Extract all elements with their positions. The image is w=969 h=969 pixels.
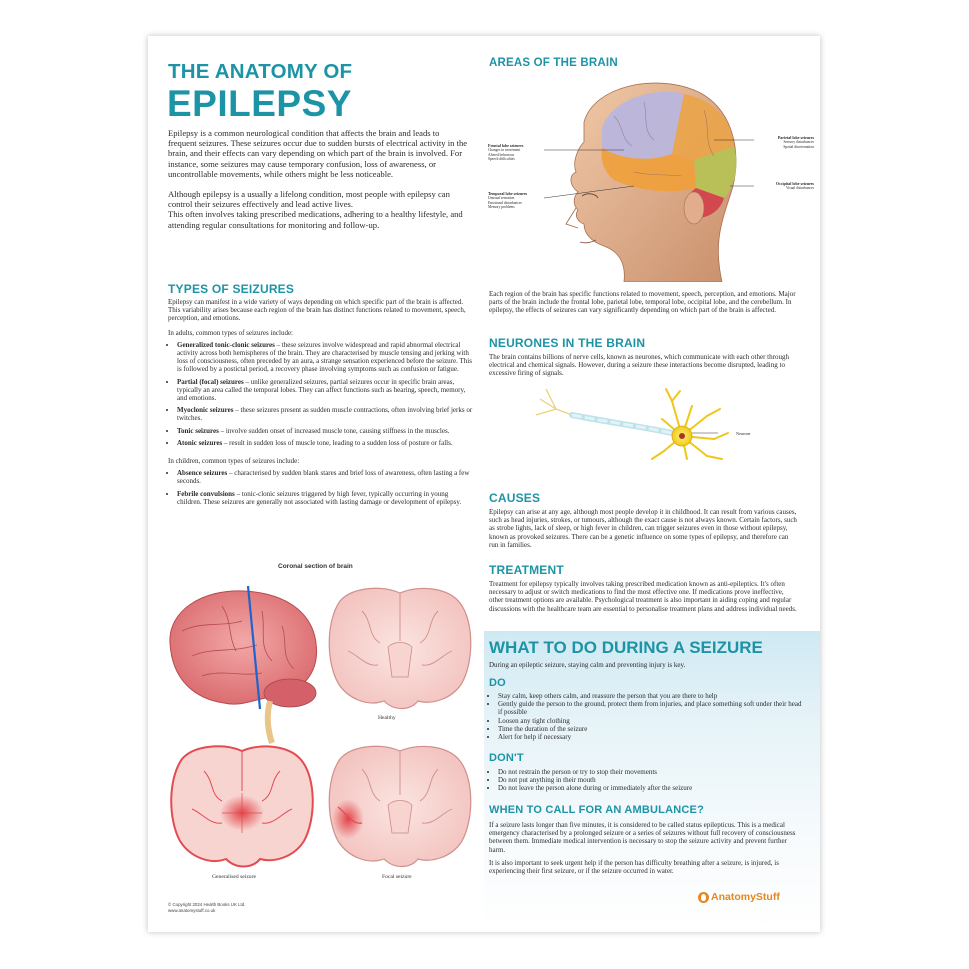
neurone-illustration: [532, 381, 762, 461]
healthy-section: [329, 588, 471, 708]
intro-p3: This often involves taking prescribed medications, adhering to a healthy lifestyle, and attending regular consultations for monitoring and follow-up.: [168, 209, 463, 230]
list-item: • Febrile convulsions – tonic-clonic seizures triggered by high fever, typically occurring in young children. These seizures are generally not associated with lasting damage or development of epilepsy.: [177, 490, 473, 506]
generalised-caption: Generalised seizure: [212, 874, 256, 880]
ambulance-heading: WHEN TO CALL FOR AN AMBULANCE?: [489, 804, 704, 816]
adult-seizure-list: [168, 341, 473, 447]
occipital-title: Occipital lobe seizures: [775, 181, 814, 186]
poster: [148, 36, 820, 932]
coronal-brain-illustrations: [162, 581, 478, 881]
ambulance-p1: If a seizure lasts longer than five minutes, it is considered to be called status epilepticus. This is a medical emergency characterised by a prolonged seizure or a series of seizures without full recovery of consciousness between them. Immediate medical intervention is necessary to stop the seizure activity and prevent further harm.: [489, 821, 796, 854]
frontal-title: Frontal lobe seizures: [488, 143, 524, 148]
areas-heading: AREAS OF THE BRAIN: [489, 57, 618, 69]
frontal-line: Speech difficulties: [488, 156, 515, 161]
title-line2: EPILEPSY: [167, 83, 352, 124]
parietal-line: Sensory disturbances: [783, 140, 814, 145]
ambulance-text: [489, 821, 799, 875]
focal-section: [329, 746, 471, 866]
causes-text: Epilepsy can arise at any age, although most people develop it in childhood. It can result from various causes, such as head injuries, strokes, or tumours, although the exact cause is not always known. Certain factors, such as strobe lights, lack of sleep, or high fever in children, can trigger seizures even in those without epilepsy, known as provoked seizures. There can be a genetic influence on some types of epilepsy, and therefore can run in families.: [489, 508, 797, 549]
frontal-line: Altered behaviour: [488, 152, 515, 157]
temporal-callout: [488, 192, 548, 209]
list-item: • Gently guide the person to the ground, protect them from injuries, and place something soft under their head if possible: [498, 700, 803, 716]
temporal-title: Temporal lobe seizures: [488, 191, 528, 196]
list-item: • Do not put anything in their mouth: [498, 776, 803, 784]
logo-text: AnatomyStuff: [711, 891, 780, 903]
adults-intro: In adults, common types of seizures include:: [168, 328, 293, 337]
parietal-callout: [754, 136, 814, 149]
list-item: • Absence seizures – characterised by sudden blank stares and brief loss of awareness, often lasting a few seconds.: [177, 469, 473, 485]
head-brain-illustration: [544, 76, 754, 282]
list-item: • Do not restrain the person or try to stop their movements: [498, 768, 803, 776]
frontal-line: Changes in movement: [488, 148, 521, 153]
list-item: • Tonic seizures – involve sudden onset of increased muscle tone, causing stiffness in the muscles.: [177, 427, 473, 435]
neurones-heading: NEURONES IN THE BRAIN: [489, 336, 646, 350]
list-item: • Stay calm, keep others calm, and reassure the person that you are there to help: [498, 692, 803, 700]
do-heading: DO: [489, 677, 506, 689]
parietal-line: Spatial disorientation: [783, 144, 814, 149]
list-item: • Time the duration of the seizure: [498, 725, 803, 733]
list-item: • Partial (focal) seizures – unlike generalized seizures, partial seizures occur in specific brain areas, typically an area called the temporal lobes. They can affect functions such as hearing, speech, memory, and emotions.: [177, 378, 473, 403]
frontal-callout: [488, 144, 548, 161]
neurone-label: Neurone: [736, 431, 751, 436]
children-intro: In children, common types of seizures include:: [168, 457, 300, 466]
list-item: • Loosen any tight clothing: [498, 717, 803, 725]
intro: [168, 128, 468, 230]
healthy-caption: Healthy: [378, 715, 396, 721]
logo-icon: [698, 892, 709, 903]
do-list: [489, 692, 803, 741]
coronal-title: Coronal section of brain: [278, 563, 353, 570]
types-intro: Epilepsy can manifest in a wide variety of ways depending on which specific part of the brain is affected. This variability arises because each region of the brain has distinct functions related to movement, speech, perception, and emotions.: [168, 298, 466, 323]
copyright: © Copyright 2024 Health Books UK Ltd.: [168, 902, 246, 907]
during-heading: WHAT TO DO DURING A SEIZURE: [489, 638, 763, 657]
intro-p1: Epilepsy is a common neurological condition that affects the brain and leads to frequent seizures. These seizures occur due to sudden bursts of electrical activity in the brain, and their effects can vary depending on which part of the brain is involved. For instance, some seizures may cause temporary confusion, loss of awareness, or uncontrollable movements, while others might be less noticeable.: [168, 128, 468, 179]
parietal-title: Parietal lobe seizures: [777, 135, 814, 140]
temporal-line: Memory problems: [488, 204, 515, 209]
child-seizure-list: [168, 469, 473, 506]
ambulance-p2: It is also important to seek urgent help if the person has difficulty breathing after a seizure, is injured, is experiencing their first seizure, or if the seizure occurred in water.: [489, 858, 779, 876]
dont-heading: DON'T: [489, 752, 524, 764]
treatment-text: Treatment for epilepsy typically involves taking prescribed medication known as anti-epileptics. It's often necessary to adjust or switch medications to find the most effective one. If medications prove ineffective, other treatment options are available. Psychological treatment is also important in aiding coping and regular discussions with the healthcare team are essential to personalise treatment plans and address individual needs.: [489, 580, 797, 613]
areas-text: Each region of the brain has specific functions related to movement, speech, perception, and emotions. Major parts of the brain include the frontal lobe, parietal lobe, temporal lobe, occipital lobe, and the cerebellum. In epilepsy, the effects of seizures can vary significantly depending on which part of the brain is affected.: [489, 290, 796, 315]
temporal-line: Emotional disturbances: [488, 200, 522, 205]
list-item: • Do not leave the person alone during or immediately after the seizure: [498, 784, 803, 792]
list-item: • Atonic seizures – result in sudden loss of muscle tone, leading to a sudden loss of posture or falls.: [177, 439, 473, 447]
website: www.anatomystuff.co.uk: [168, 907, 216, 913]
during-intro: During an epileptic seizure, staying calm and preventing injury is key.: [489, 661, 686, 669]
types-heading: TYPES OF SEIZURES: [168, 282, 295, 296]
types-section: [168, 298, 473, 510]
dont-list: [489, 768, 803, 793]
causes-heading: CAUSES: [489, 491, 541, 505]
logo: [698, 891, 780, 903]
list-item: • Myoclonic seizures – these seizures present as sudden muscle contractions, often involving brief jerks or twitches.: [177, 406, 473, 422]
focal-caption: Focal seizure: [382, 874, 412, 880]
footer: [168, 902, 245, 913]
neurones-text: The brain contains billions of nerve cells, known as neurones, which communicate with each other through electrical and chemical signals. However, during a seizure these interactions become disrupted, leading to excessive firing of signals.: [489, 353, 789, 378]
occipital-line: Visual disturbances: [785, 186, 814, 191]
list-item: • Generalized tonic-clonic seizures – these seizures involve widespread and rapid abnormal electrical activity across both hemispheres of the brain. They are characterised by muscle tensing and jerking with loss of consciousness, often preceded by an aura, a strange sensation experienced before the seizure. This is followed by a postictal period, a recovery phase involving symptoms such as confusion or fatigue.: [177, 341, 473, 374]
intro-p2: Although epilepsy is a usually a lifelong condition, most people with epilepsy can control their seizures effectively and lead active lives.: [168, 189, 450, 210]
treatment-heading: TREATMENT: [489, 563, 564, 577]
title-line1: THE ANATOMY OF: [168, 60, 353, 83]
occipital-callout: [754, 182, 814, 191]
generalised-section: [171, 746, 313, 866]
list-item: • Alert for help if necessary: [498, 733, 803, 741]
temporal-line: Unusual sensation: [488, 196, 515, 201]
lateral-brain: [170, 586, 317, 743]
